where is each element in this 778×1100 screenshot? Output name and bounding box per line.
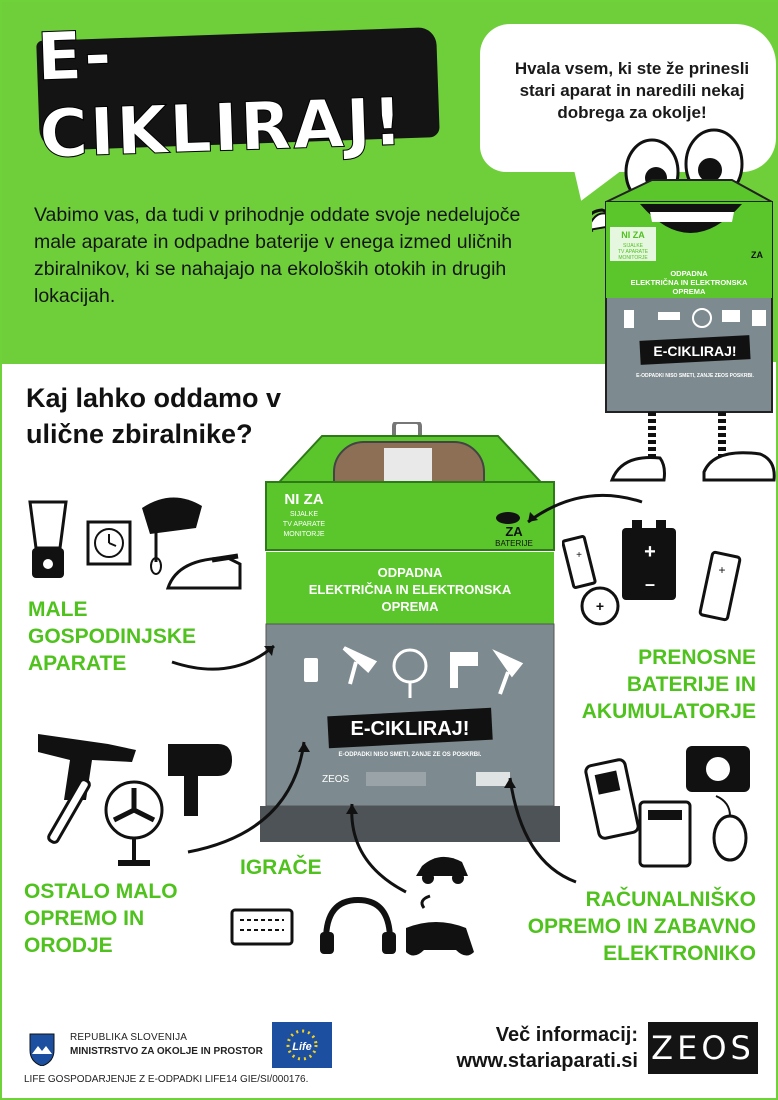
arrow	[510, 778, 576, 882]
category-line: OPREMO IN	[24, 907, 145, 930]
slovenia-coat-of-arms-icon	[24, 1032, 60, 1066]
logo-text: E-CIKLIRAJ!	[35, 16, 406, 173]
category-line: AKUMULATORJE	[581, 700, 756, 723]
mascot-label-line: ELEKTRIČNA IN ELEKTRONSKA	[630, 278, 748, 287]
svg-text:–: –	[644, 574, 656, 594]
category-line: IGRAČE	[240, 856, 322, 879]
bin-label-line: ELEKTRIČNA IN ELEKTRONSKA	[308, 582, 512, 597]
mascot-ni-za-item: MONITORJE	[618, 255, 648, 261]
zeos-logo	[648, 1022, 758, 1074]
eu-life-label: Life	[292, 1041, 312, 1053]
bin-label-line: OPREMA	[381, 599, 439, 614]
bin-ni-za-item: TV APARATE	[282, 521, 326, 528]
svg-text:+: +	[576, 550, 582, 561]
ministry-line-2: MINISTRSTVO ZA OKOLJE IN PROSTOR	[70, 1046, 263, 1057]
question-line: Kaj lahko oddamo v	[26, 383, 282, 413]
category-computers	[484, 886, 756, 967]
mascot-za-title: ZA	[751, 250, 763, 260]
arrow-head	[298, 742, 310, 752]
speech-bubble-text: Hvala vsem, ki ste že prinesli stari aparat in naredili nekaj dobrega za okolje!	[514, 59, 750, 122]
green-header-band-extension	[2, 302, 612, 364]
mascot-ni-za-item: SIJALKE	[622, 243, 644, 249]
bin-brand: ZEOS	[322, 774, 350, 785]
bin-label-line: ODPADNA	[377, 565, 443, 580]
ministry-line-1: REPUBLIKA SLOVENIJA	[70, 1032, 188, 1043]
website-link[interactable]: www.stariaparati.si	[456, 1050, 638, 1072]
category-batteries	[552, 644, 756, 725]
category-line: ELEKTRONIKO	[603, 942, 756, 965]
category-line: BATERIJE IN	[626, 673, 756, 696]
mascot-ni-za-item: TV APARATE	[617, 249, 649, 255]
bin-za-title: ZA	[505, 524, 523, 539]
category-line: ORODJE	[24, 934, 113, 957]
keyboard-icon	[232, 910, 292, 944]
intro-paragraph: Vabimo vas, da tudi v prihodnje oddate svoje nedelujoče male aparate in odpadne baterije v enega izmed uličnih zbiralnikov, ki se nahajajo na ekoloških otokih in drugih lokacijah.	[34, 204, 521, 307]
bin-slogan: E-ODPADKI NISO SMETI, ZANJE ZE OS POSKRBI.	[338, 752, 482, 758]
more-info-block	[414, 1022, 638, 1074]
category-toys	[240, 854, 322, 881]
bin-logo-text: E-CIKLIRAJ!	[350, 718, 470, 740]
eu-life-logo-icon	[272, 1022, 332, 1068]
life-project-text: LIFE GOSPODARJENJE Z E-ODPADKI LIFE14 GIE/SI/000176.	[24, 1074, 309, 1085]
bin-za-item: BATERIJE	[495, 539, 533, 548]
arrow	[352, 804, 406, 892]
svg-text:+: +	[595, 598, 605, 614]
category-line: OPREMO IN ZABAVNO	[527, 915, 756, 938]
mascot-label-line: ODPADNA	[670, 269, 708, 278]
e-cikliraj-logo	[35, 16, 440, 173]
category-line: RAČUNALNIŠKO	[585, 888, 756, 911]
zeos-logo-text: ZEOS	[651, 1029, 755, 1067]
arrow	[188, 742, 304, 852]
bin-ni-za-item: SIJALKE	[289, 511, 319, 518]
category-line: MALE	[28, 598, 88, 621]
arrow-head	[346, 804, 358, 814]
mascot-slogan: E-ODPADKI NISO SMETI, ZANJE ZEOS POSKRBI.	[636, 373, 754, 379]
more-info-label: Več informacij:	[495, 1024, 638, 1046]
arrow	[528, 495, 642, 522]
category-small-appliances	[28, 596, 196, 677]
bin-ni-za-title: NI ZA	[284, 491, 324, 508]
mascot-label-line: OPREMA	[672, 287, 706, 296]
category-tools	[24, 878, 178, 959]
arrow-head	[504, 778, 516, 788]
game-controller-icon	[406, 896, 474, 956]
question-line: ulične zbiralnike?	[26, 419, 253, 449]
mascot-logo-text: E-CIKLIRAJ!	[653, 343, 737, 359]
svg-text:+: +	[718, 563, 726, 577]
svg-text:+: +	[644, 541, 656, 563]
bin-ni-za-item: MONITORJE	[283, 531, 325, 538]
mascot-ni-za-title: NI ZA	[621, 230, 645, 240]
mascot-illustration	[592, 112, 778, 492]
category-line: OSTALO MALO	[24, 880, 178, 903]
headset-icon	[320, 900, 396, 954]
category-line: PRENOSNE	[638, 646, 756, 669]
category-line: APARATE	[28, 652, 127, 675]
category-line: GOSPODINJSKE	[28, 625, 197, 648]
